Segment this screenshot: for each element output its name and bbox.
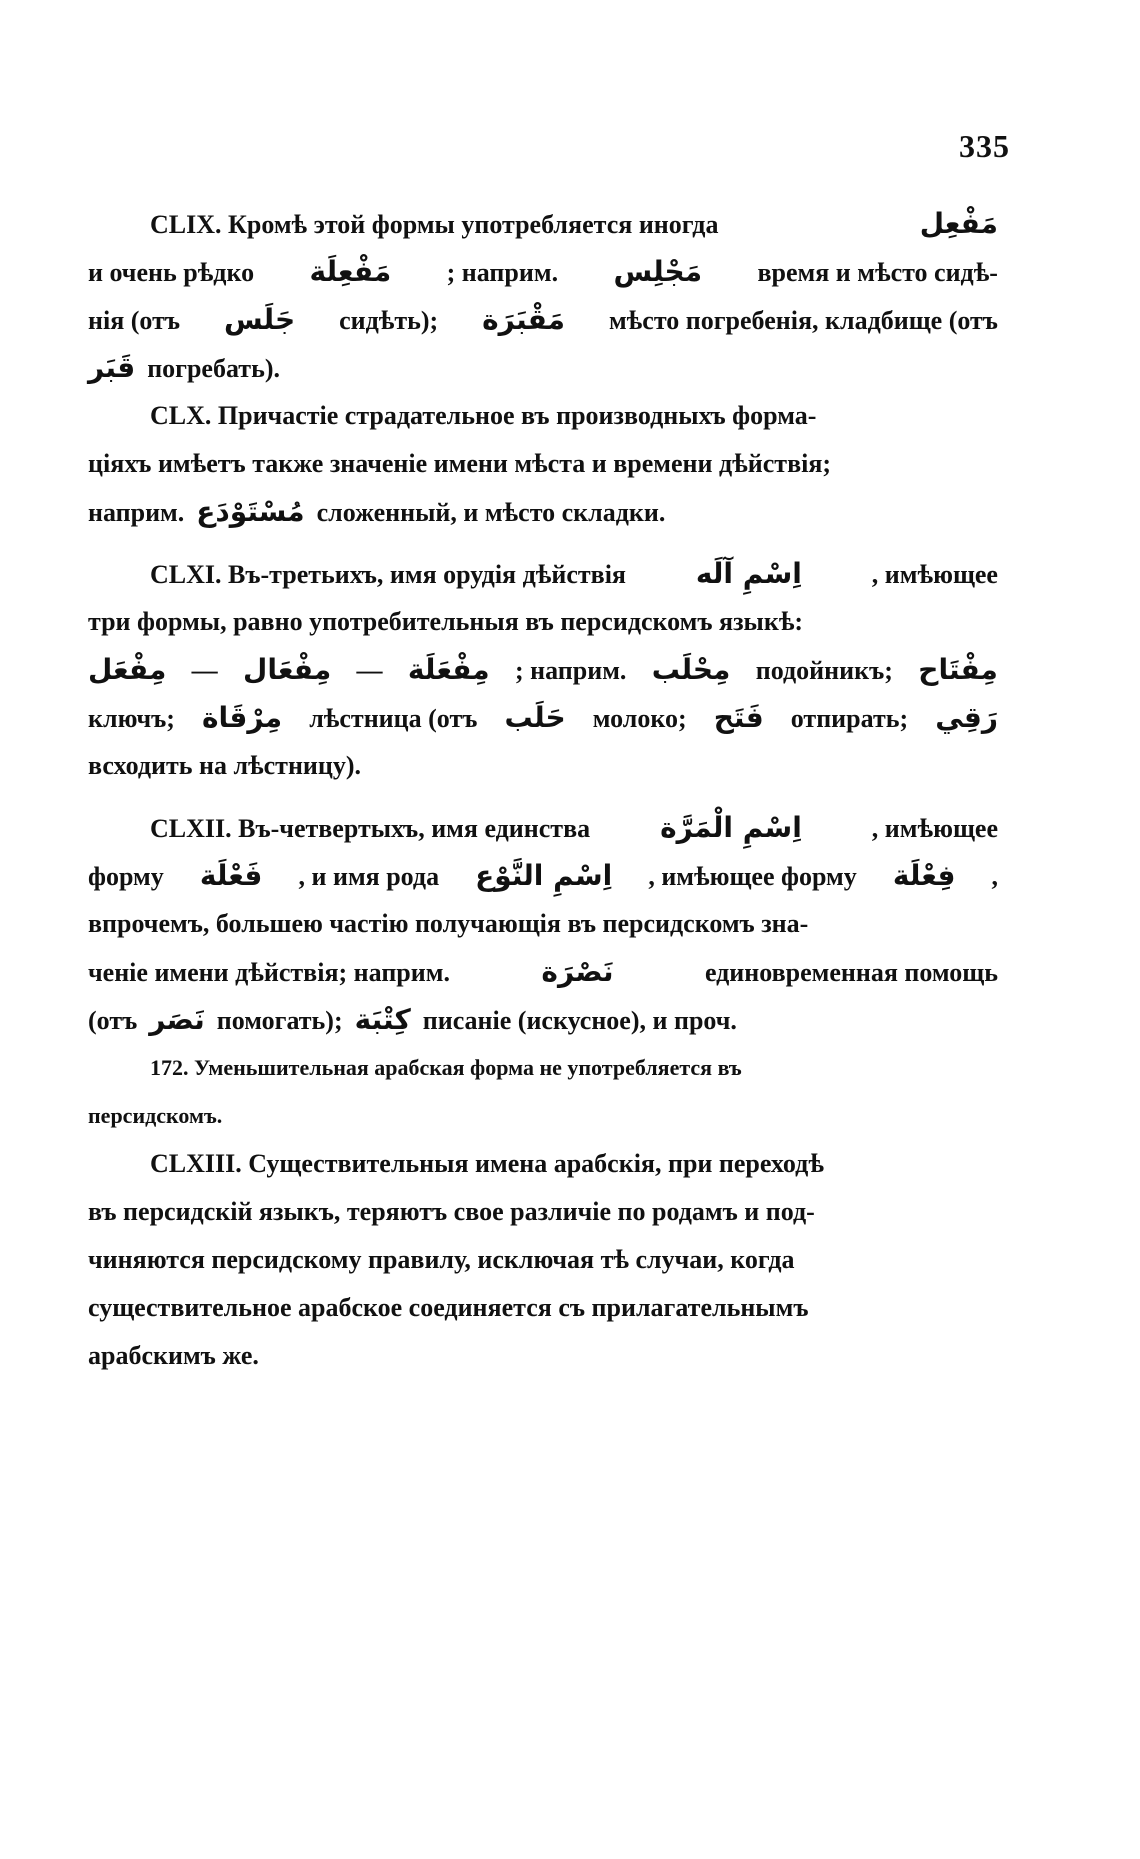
text-segment: форму: [88, 862, 164, 891]
arabic-word: مِفْعَال: [243, 653, 332, 686]
text-segment: —: [356, 656, 383, 685]
text-line: [88, 296, 998, 344]
text-segment: отпирать;: [790, 704, 909, 733]
text-segment: впрочемъ, большею частію получающія въ персидскомъ зна-: [88, 909, 809, 938]
text-segment: арабскимъ же.: [88, 1341, 259, 1370]
text-line: [88, 1236, 998, 1284]
text-segment: и очень рѣдко: [88, 258, 255, 287]
text-segment: ,: [991, 862, 998, 891]
text-segment: время и мѣсто сидѣ-: [757, 258, 998, 287]
text-segment: ; наприм.: [446, 258, 559, 287]
text-line: [88, 804, 998, 852]
arabic-word: مَقْبَرَة: [482, 303, 566, 336]
text-segment: , имѣющее: [871, 560, 998, 589]
text-segment: CLX. Причастіе страдательное въ производныхъ форма-: [150, 401, 817, 430]
arabic-word: اِسْمِ الْمَرَّة: [660, 811, 802, 844]
arabic-word: فَعْلَة: [199, 859, 263, 892]
arabic-word: كِتْبَة: [354, 1003, 411, 1036]
text-line: [88, 852, 998, 900]
text-segment: подойникъ;: [755, 656, 893, 685]
arabic-word: حَلَب: [504, 701, 566, 734]
arabic-word: مَفْعِل: [919, 207, 998, 240]
text-segment: нія (отъ: [88, 306, 181, 335]
text-segment: единовременная помощь: [704, 958, 998, 987]
text-line: [88, 200, 998, 248]
text-segment: ченіе имени дѣйствія; наприм.: [88, 958, 450, 987]
text-line: [88, 440, 998, 488]
text-line: [88, 948, 998, 996]
arabic-word: مِفْتَاح: [918, 653, 998, 686]
text-segment: существительное арабское соединяется съ прилагательнымъ: [88, 1293, 809, 1322]
text-segment: 172. Уменьшительная арабская форма не употребляется въ: [150, 1055, 742, 1080]
arabic-word: فِعْلَة: [892, 859, 956, 892]
arabic-word: مَجْلِس: [613, 255, 703, 288]
text-segment: наприм.: [88, 498, 185, 527]
arabic-word: اِسْمِ آلَه: [695, 557, 802, 590]
text-line: [88, 248, 998, 296]
text-segment: ключъ;: [88, 704, 175, 733]
text-line: [88, 1140, 998, 1188]
arabic-word: مُسْتَوْدَع: [196, 495, 305, 528]
text-line: [88, 598, 998, 646]
text-line: [88, 694, 998, 742]
text-line: [88, 996, 998, 1044]
arabic-word: مَفْعِلَة: [309, 255, 392, 288]
text-segment: мѣсто погребенія, кладбище (отъ: [608, 306, 998, 335]
text-line: [88, 900, 998, 948]
arabic-word: مِفْعَل: [88, 653, 167, 686]
text-line: [88, 392, 998, 440]
text-line: [88, 742, 998, 790]
text-segment: молоко;: [592, 704, 687, 733]
body-text: [88, 200, 998, 1380]
text-segment: помогать);: [216, 1006, 343, 1035]
text-segment: —: [191, 656, 218, 685]
arabic-word: اِسْمِ النَّوْع: [475, 859, 613, 892]
text-segment: чиняются персидскому правилу, исключая тѣ случаи, когда: [88, 1245, 795, 1274]
text-segment: , и имя рода: [298, 862, 440, 891]
arabic-word: قَبَر: [88, 351, 136, 384]
text-line: [88, 488, 998, 536]
text-segment: въ персидскій языкъ, теряютъ свое различіе по родамъ и под-: [88, 1197, 815, 1226]
text-segment: CLXII. Въ-четвертыхъ, имя единства: [150, 814, 591, 843]
text-line: [88, 1284, 998, 1332]
text-segment: , имѣющее: [871, 814, 998, 843]
text-line: [88, 344, 998, 392]
text-segment: CLXIII. Существительныя имена арабскія, при переходѣ: [150, 1149, 824, 1178]
text-segment: (отъ: [88, 1006, 138, 1035]
text-line: [88, 1332, 998, 1380]
arabic-word: نَصْرَة: [541, 955, 614, 988]
arabic-word: مِفْعَلَة: [407, 653, 490, 686]
text-segment: , имѣющее форму: [648, 862, 857, 891]
text-segment: сложенный, и мѣсто складки.: [316, 498, 666, 527]
text-segment: CLIX. Кромѣ этой формы употребляется иногда: [150, 210, 719, 239]
arabic-word: رَقِي: [935, 701, 998, 734]
arabic-word: مِحْلَب: [651, 653, 731, 686]
text-segment: ціяхъ имѣетъ также значеніе имени мѣста и времени дѣйствія;: [88, 449, 832, 478]
text-segment: всходить на лѣстницу).: [88, 751, 362, 780]
text-segment: лѣстница (отъ: [309, 704, 478, 733]
arabic-word: جَلَس: [223, 303, 296, 336]
text-line: [88, 1188, 998, 1236]
arabic-word: مِرْقَاة: [202, 701, 283, 734]
text-segment: персидскомъ.: [88, 1103, 223, 1128]
text-segment: ; наприм.: [514, 656, 627, 685]
text-segment: CLXI. Въ-третьихъ, имя орудія дѣйствія: [150, 560, 626, 589]
arabic-word: فَتَح: [713, 701, 764, 734]
text-segment: писаніе (искусное), и проч.: [422, 1006, 737, 1035]
arabic-word: نَصَر: [149, 1003, 205, 1036]
text-segment: погребать).: [147, 354, 280, 383]
text-line: [88, 646, 998, 694]
text-line: [88, 1044, 998, 1092]
text-segment: сидѣть);: [339, 306, 439, 335]
text-segment: три формы, равно употребительныя въ персидскомъ языкѣ:: [88, 607, 804, 636]
text-line: [88, 1092, 998, 1140]
page-number: 335: [959, 128, 1010, 164]
text-line: [88, 550, 998, 598]
